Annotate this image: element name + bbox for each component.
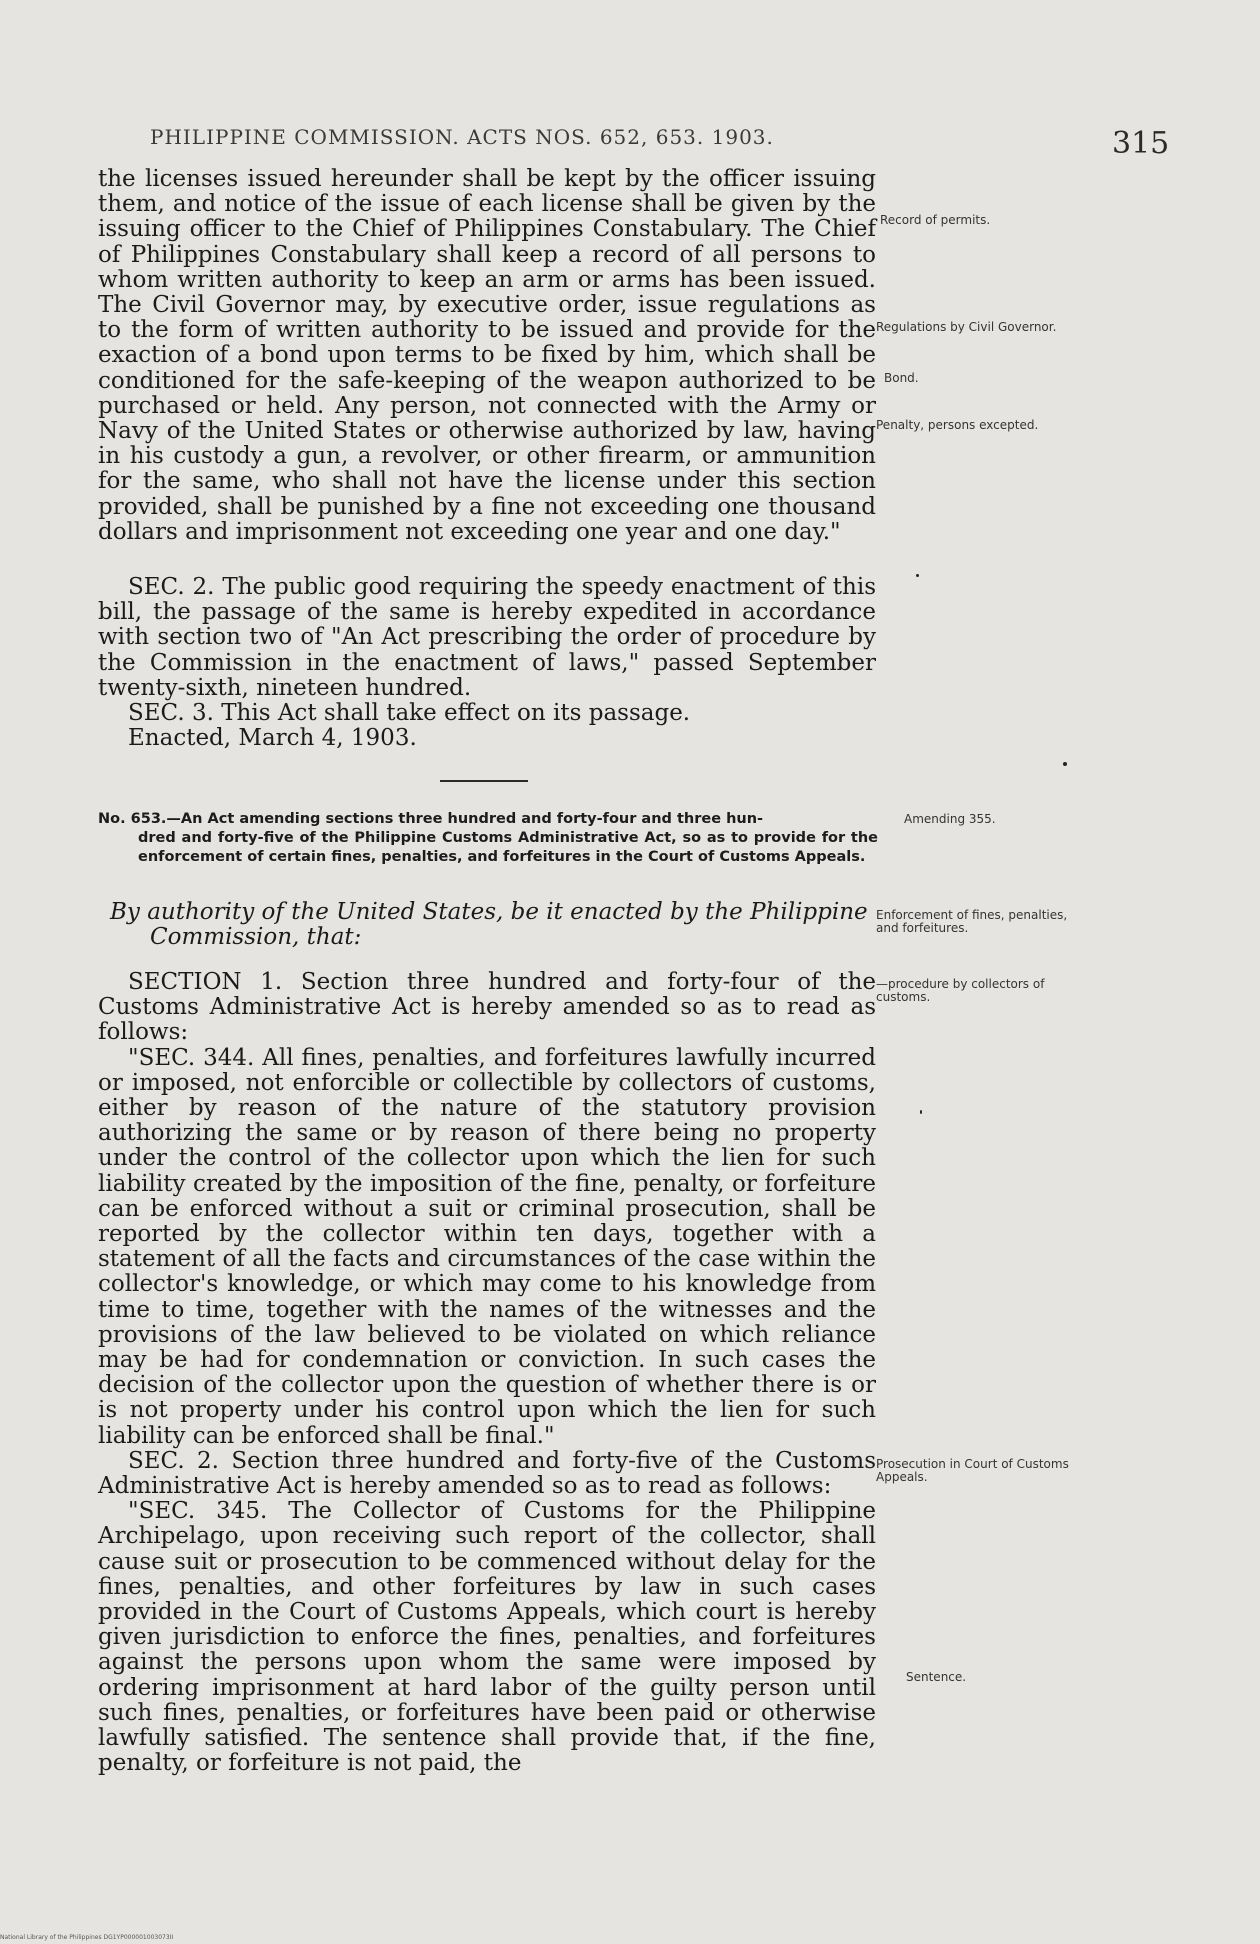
section-text: The Collector of Customs for the Philippine Archipelago, upon receiving such report of the collector, shall cause suit or prosecution to be commenced without delay for the fines, penalties, and other forfeitures by law in such cases provided in the Court of Customs Appeals, which court is hereby given jurisdiction to enforce the fines, penalties, and forfeitures against the persons upon whom the same were imposed by ordering imprisonment at hard labor of the guilty person until such fines, penalties, or forfeitures have been paid or otherwise lawfully satisfied. The sentence shall provide that, if the fine, penalty, or forfeiture is not paid, the [98, 1498, 876, 1777]
section-344-paragraph [98, 1046, 876, 1449]
act-title-continuation: dred and forty-five of the Philippine Customs Administrative Act, so as to provide for the enforcement of certain fines, penalties, and forfeitures in the Court of Customs Appeals. [138, 830, 878, 865]
running-head: PHILIPPINE COMMISSION. ACTS NOS. 652, 653. 1903. [150, 125, 774, 149]
section-text: The public good requiring the speedy enactment of this bill, the passage of the same is hereby expedited in accordance with section two of "An Act prescribing the order of procedure by the Commission in the enactment of laws," passed September twenty-sixth, nineteen hundred. [98, 574, 877, 701]
footer-imprint: National Library of the Philippines DG1YP000001003073II [0, 1934, 174, 1941]
section-label: SEC. 3. [128, 700, 214, 727]
section-label: SECTION 1. [128, 969, 283, 995]
margin-note-enforcement: Enforcement of fines, penalties, and forfeitures. [876, 908, 1068, 935]
section-label: SEC. 2. [128, 574, 215, 600]
enacting-line: By authority of the United States, be it enacted by the Philippine [110, 899, 868, 925]
section-label: "SEC. 344. [128, 1044, 255, 1071]
section-text: This Act shall take effect on its passage. [221, 700, 691, 727]
margin-note-regulations: Regulations by Civil Governor. [876, 320, 1057, 334]
section-345-paragraph [98, 1499, 876, 1776]
section-3-paragraph [98, 701, 876, 726]
act-652-closing-sections [98, 575, 876, 751]
section-label: SEC. 2. [128, 1447, 219, 1474]
act-652-continuation [98, 167, 876, 545]
section-text: Section three hundred and forty-five of the Customs Administrative Act is hereby amended so as to read as follows: [98, 1447, 876, 1500]
section-text: Section three hundred and forty-four of the Customs Administrative Act is hereby amended so as to read as follows: [98, 969, 876, 1046]
margin-note-prosecution: Prosecution in Court of Customs Appeals. [876, 1457, 1069, 1484]
scan-speck [920, 1110, 922, 1114]
scan-speck [916, 574, 919, 577]
continuation-paragraph: the licenses issued hereunder shall be kept by the officer issuing them, and notice of the issue of each license shall be given by the issuing officer to the Chief of Philippines Constabulary. The Chief of Philippines Constabulary shall keep a record of all persons to whom written authority to keep an arm or arms has been issued. The Civil Governor may, by executive order, issue regulations as to the form of written authority to be issued and provide for the exaction of a bond upon terms to be fixed by him, which shall be conditioned for the safe-keeping of the weapon authorized to be purchased or held. Any person, not connected with the Army or Navy of the United States or otherwise authorized by law, having in his custody a gun, a revolver, or other firearm, or ammunition for the same, who shall not have the license under this section provided, shall be punished by a fine not exceeding one thousand dollars and imprisonment not exceeding one year and one day." [98, 166, 876, 545]
enacting-clause [110, 900, 870, 950]
act-653-body [98, 970, 876, 1777]
margin-note-procedure: —procedure by collectors of customs. [876, 977, 1045, 1004]
margin-note-sentence: Sentence. [906, 1670, 967, 1684]
margin-note-amending: Amending 355. [904, 812, 996, 826]
section-1-paragraph [98, 970, 876, 1046]
act-title-line: No. 653.—An Act amending sections three hundred and forty-four and three hun- [98, 811, 764, 827]
section-text: All fines, penalties, and forfeitures lawfully incurred or imposed, not enforcible or collectible by collectors of customs, either by reason of the nature of the statutory provision authorizing the same or by reason of there being no property under the control of the collector upon which the lien for such liability created by the imposition of the fine, penalty, or forfeiture can be enforced without a suit or criminal prosecution, shall be reported by the collector within ten days, together with a statement of all the facts and circumstances of the case within the collector's knowledge, or which may come to his knowledge from time to time, together with the names of the witnesses and the provisions of the law believed to be violated on which reliance may be had for condemnation or conviction. In such cases the decision of the collector upon the question of whether there is or is not property under his control upon which the lien for such liability can be enforced shall be final." [98, 1044, 876, 1449]
section-2b-paragraph [98, 1449, 876, 1499]
enacting-line: Commission, that: [150, 924, 362, 950]
scan-speck [1063, 762, 1067, 766]
act-653-title [98, 810, 878, 867]
enacted-date: Enacted, March 4, 1903. [128, 725, 417, 752]
section-divider [440, 780, 528, 782]
section-label: "SEC. 345. [128, 1498, 268, 1525]
section-2-paragraph [98, 575, 876, 701]
margin-note-bond: Bond. [884, 371, 919, 385]
margin-note-record-of-permits: Record of permits. [880, 213, 991, 227]
page-number: 315 [1112, 126, 1170, 161]
margin-note-penalty: Penalty, persons excepted. [876, 418, 1039, 432]
